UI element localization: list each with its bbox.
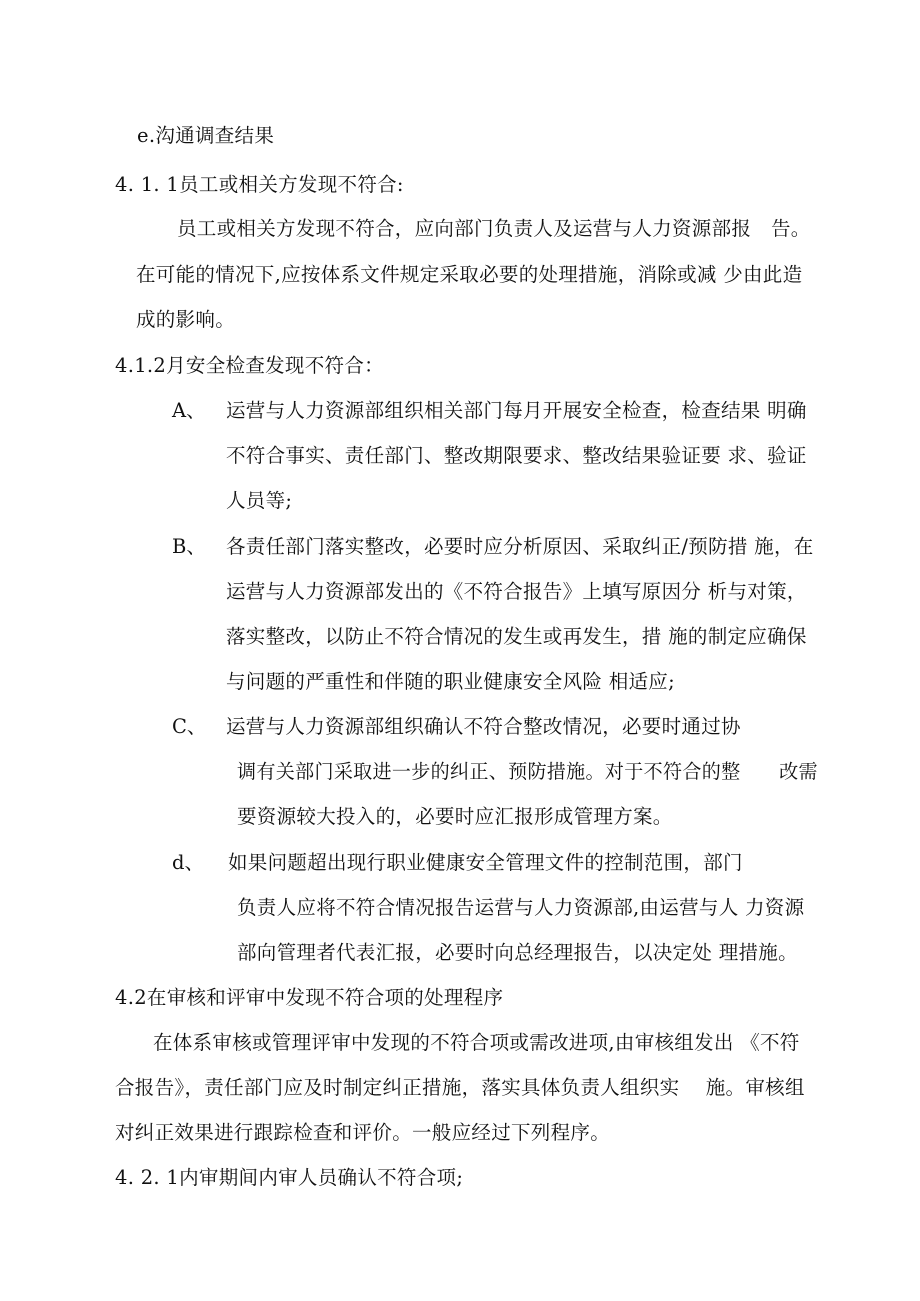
section-4-1-1-line-1: 员工或相关方发现不符合，应向部门负责人及运营与人力资源部报 告。	[177, 217, 811, 240]
item-b-line-3: 落实整改，以防止不符合情况的发生或再发生，措 施的制定应确保	[226, 625, 807, 648]
item-a-label: A、	[172, 399, 206, 422]
section-4-1-1-line-2: 在可能的情况下,应按体系文件规定采取必要的处理措施，消除或减 少由此造	[136, 263, 803, 286]
item-d-line-2: 负责人应将不符合情况报告运营与人力资源部,由运营与人 力资源	[237, 896, 805, 919]
item-c-label: C、	[172, 715, 207, 738]
section-4-1-2-heading: 4.1.2月安全检查发现不符合：	[115, 354, 384, 377]
section-4-2-heading: 4.2在审核和评审中发现不符合项的处理程序	[115, 986, 504, 1009]
item-c-line-1: 运营与人力资源部组织确认不符合整改情况，必要时通过协	[226, 715, 741, 738]
item-a-line-1: 运营与人力资源部组织相关部门每月开展安全检查，检查结果 明确	[226, 399, 807, 422]
item-a-line-2: 不符合事实、责任部门、整改期限要求、整改结果验证要 求、验证	[226, 444, 807, 467]
item-b-line-2: 运营与人力资源部发出的《不符合报告》上填写原因分 析与对策，	[226, 580, 807, 603]
item-d-line-1: 如果问题超出现行职业健康安全管理文件的控制范围，部门	[228, 851, 743, 874]
section-4-2-line-1: 在体系审核或管理评审中发现的不符合项或需改进项,由审核组发出 《不符	[153, 1031, 800, 1054]
section-4-1-1-line-3: 成的影响。	[136, 308, 236, 331]
item-a-line-3: 人员等;	[226, 489, 293, 512]
item-b-label: B、	[172, 535, 206, 558]
item-b-line-4: 与问题的严重性和伴随的职业健康安全风险 相适应;	[226, 670, 675, 693]
item-e-text: e.沟通调查结果	[137, 124, 275, 147]
item-c-line-3: 要资源较大投入的，必要时应汇报形成管理方案。	[237, 805, 673, 828]
section-4-2-1-heading: 4. 2. 1内审期间内审人员确认不符合项;	[115, 1166, 464, 1189]
section-4-2-line-2: 合报告》，责任部门应及时制定纠正措施，落实具体负责人组织实 施。审核组	[115, 1076, 805, 1099]
section-4-1-1-heading: 4. 1. 1员工或相关方发现不符合:	[115, 173, 404, 196]
item-d-label: d、	[172, 851, 204, 874]
item-c-line-2: 调有关部门采取进一步的纠正、预防措施。对于不符合的整 改需	[237, 761, 818, 783]
item-b-line-1: 各责任部门落实整改，必要时应分析原因、采取纠正/预防措 施，在	[226, 535, 814, 558]
section-4-2-line-3: 对纠正效果进行跟踪检查和评价。一般应经过下列程序。	[115, 1121, 611, 1144]
item-d-line-3: 部向管理者代表汇报，必要时向总经理报告，以决定处 理措施。	[237, 941, 798, 964]
